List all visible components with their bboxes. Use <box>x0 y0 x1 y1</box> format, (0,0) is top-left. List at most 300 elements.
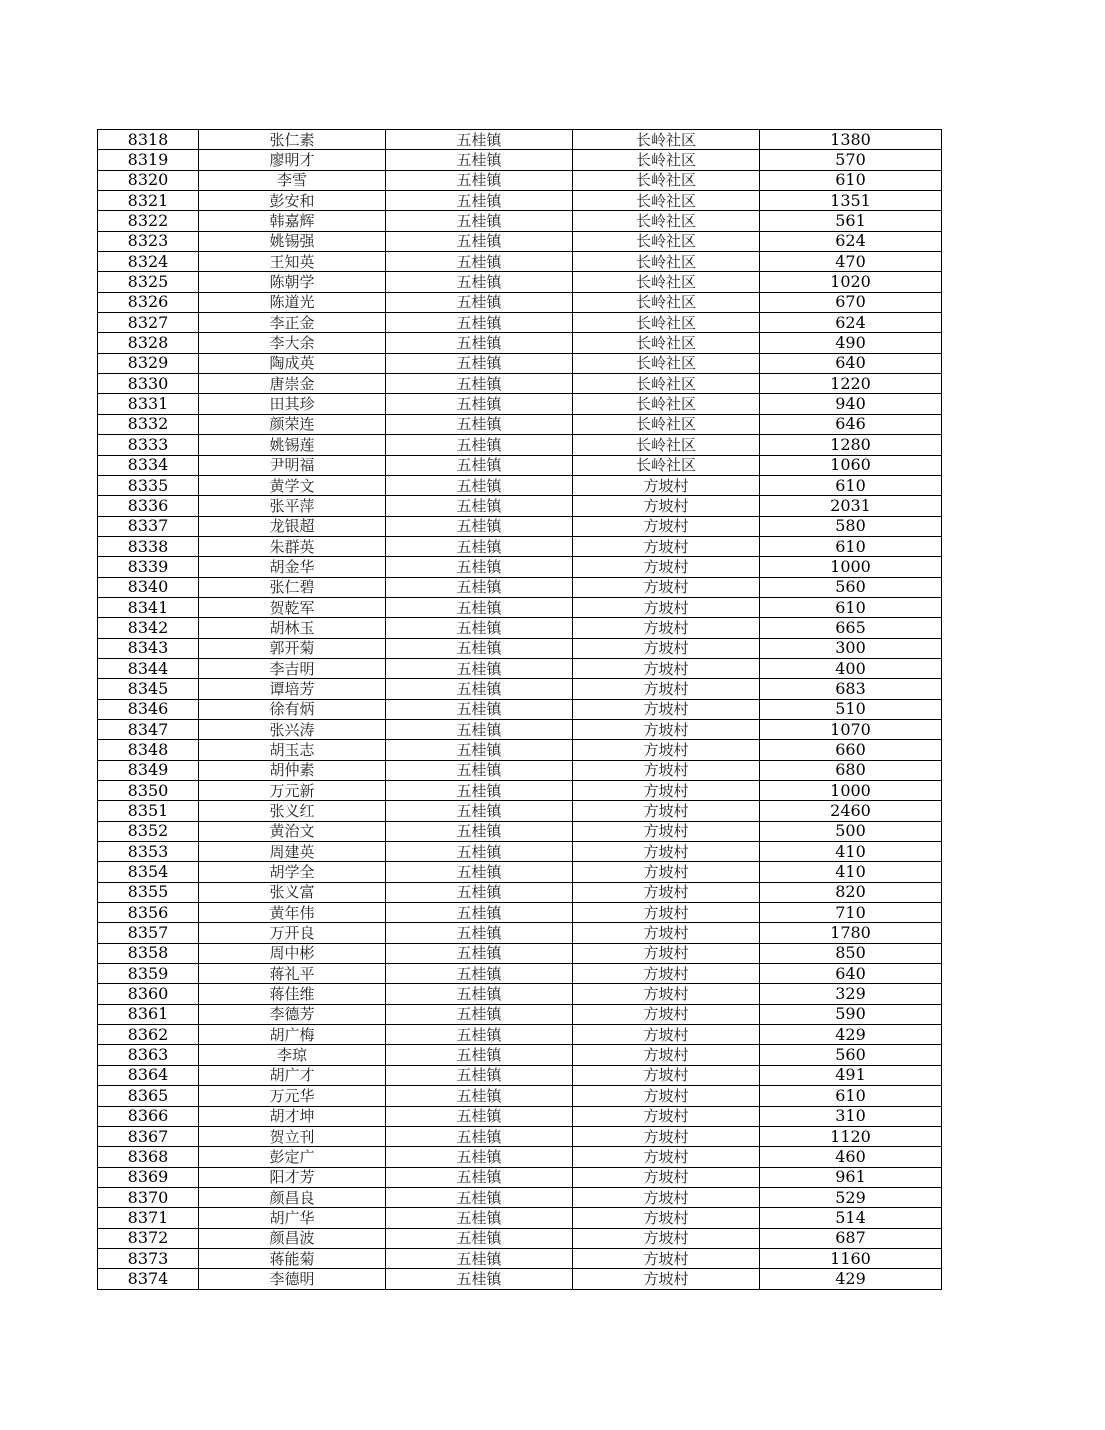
row-number-cell: 8349 <box>98 760 199 780</box>
table-row <box>98 719 942 739</box>
town-cell: 五桂镇 <box>386 516 573 536</box>
name-cell: 李琼 <box>199 1045 386 1065</box>
table-row <box>98 130 942 150</box>
town-cell: 五桂镇 <box>386 618 573 638</box>
town-cell: 五桂镇 <box>386 923 573 943</box>
town-cell: 五桂镇 <box>386 536 573 556</box>
row-number-cell: 8340 <box>98 577 199 597</box>
amount-cell: 429 <box>760 1025 942 1045</box>
village-cell: 方坡村 <box>573 760 760 780</box>
name-cell: 李吉明 <box>199 658 386 678</box>
row-number-cell: 8361 <box>98 1004 199 1024</box>
village-cell: 长岭社区 <box>573 313 760 333</box>
row-number-cell: 8325 <box>98 272 199 292</box>
village-cell: 长岭社区 <box>573 170 760 190</box>
name-cell: 周建英 <box>199 842 386 862</box>
name-cell: 胡才坤 <box>199 1106 386 1126</box>
town-cell: 五桂镇 <box>386 394 573 414</box>
name-cell: 万开良 <box>199 923 386 943</box>
row-number-cell: 8354 <box>98 862 199 882</box>
name-cell: 张仁素 <box>199 130 386 150</box>
row-number-cell: 8326 <box>98 292 199 312</box>
village-cell: 方坡村 <box>573 903 760 923</box>
table-row <box>98 1106 942 1126</box>
village-cell: 方坡村 <box>573 882 760 902</box>
amount-cell: 1280 <box>760 435 942 455</box>
table-row <box>98 679 942 699</box>
village-cell: 方坡村 <box>573 1269 760 1289</box>
row-number-cell: 8333 <box>98 435 199 455</box>
name-cell: 姚锡莲 <box>199 435 386 455</box>
amount-cell: 660 <box>760 740 942 760</box>
table-row <box>98 577 942 597</box>
village-cell: 长岭社区 <box>573 191 760 211</box>
village-cell: 方坡村 <box>573 577 760 597</box>
village-cell: 方坡村 <box>573 536 760 556</box>
table-row <box>98 252 942 272</box>
table-row <box>98 903 942 923</box>
amount-cell: 329 <box>760 984 942 1004</box>
village-cell: 长岭社区 <box>573 435 760 455</box>
table-row <box>98 292 942 312</box>
row-number-cell: 8365 <box>98 1086 199 1106</box>
village-cell: 方坡村 <box>573 1004 760 1024</box>
table-row <box>98 211 942 231</box>
table-row <box>98 414 942 434</box>
name-cell: 李德芳 <box>199 1004 386 1024</box>
village-cell: 长岭社区 <box>573 150 760 170</box>
table-row <box>98 984 942 1004</box>
village-cell: 方坡村 <box>573 964 760 984</box>
town-cell: 五桂镇 <box>386 231 573 251</box>
town-cell: 五桂镇 <box>386 1208 573 1228</box>
village-cell: 方坡村 <box>573 862 760 882</box>
village-cell: 长岭社区 <box>573 455 760 475</box>
row-number-cell: 8331 <box>98 394 199 414</box>
table-row <box>98 435 942 455</box>
table-row <box>98 1228 942 1248</box>
row-number-cell: 8338 <box>98 536 199 556</box>
village-cell: 方坡村 <box>573 1086 760 1106</box>
town-cell: 五桂镇 <box>386 333 573 353</box>
row-number-cell: 8363 <box>98 1045 199 1065</box>
town-cell: 五桂镇 <box>386 435 573 455</box>
name-cell: 蒋佳维 <box>199 984 386 1004</box>
name-cell: 张仁碧 <box>199 577 386 597</box>
amount-cell: 1020 <box>760 272 942 292</box>
village-cell: 方坡村 <box>573 679 760 699</box>
village-cell: 长岭社区 <box>573 272 760 292</box>
row-number-cell: 8374 <box>98 1269 199 1289</box>
amount-cell: 470 <box>760 252 942 272</box>
village-cell: 方坡村 <box>573 1167 760 1187</box>
name-cell: 颜昌波 <box>199 1228 386 1248</box>
name-cell: 颜荣连 <box>199 414 386 434</box>
table-row <box>98 374 942 394</box>
table-row <box>98 597 942 617</box>
row-number-cell: 8352 <box>98 821 199 841</box>
village-cell: 方坡村 <box>573 1147 760 1167</box>
amount-cell: 400 <box>760 658 942 678</box>
row-number-cell: 8327 <box>98 313 199 333</box>
town-cell: 五桂镇 <box>386 842 573 862</box>
amount-cell: 1160 <box>760 1248 942 1268</box>
village-cell: 方坡村 <box>573 842 760 862</box>
name-cell: 黄年伟 <box>199 903 386 923</box>
town-cell: 五桂镇 <box>386 719 573 739</box>
town-cell: 五桂镇 <box>386 353 573 373</box>
village-cell: 方坡村 <box>573 597 760 617</box>
village-cell: 长岭社区 <box>573 374 760 394</box>
table-row <box>98 1187 942 1207</box>
village-cell: 方坡村 <box>573 719 760 739</box>
village-cell: 方坡村 <box>573 1228 760 1248</box>
row-number-cell: 8329 <box>98 353 199 373</box>
amount-cell: 640 <box>760 353 942 373</box>
row-number-cell: 8318 <box>98 130 199 150</box>
amount-cell: 2031 <box>760 496 942 516</box>
row-number-cell: 8323 <box>98 231 199 251</box>
table-row <box>98 353 942 373</box>
village-cell: 方坡村 <box>573 699 760 719</box>
row-number-cell: 8319 <box>98 150 199 170</box>
amount-cell: 820 <box>760 882 942 902</box>
town-cell: 五桂镇 <box>386 1228 573 1248</box>
town-cell: 五桂镇 <box>386 903 573 923</box>
name-cell: 周中彬 <box>199 943 386 963</box>
town-cell: 五桂镇 <box>386 1106 573 1126</box>
amount-cell: 1220 <box>760 374 942 394</box>
name-cell: 唐崇金 <box>199 374 386 394</box>
name-cell: 姚锡强 <box>199 231 386 251</box>
table-row <box>98 1045 942 1065</box>
table-row <box>98 191 942 211</box>
name-cell: 李德明 <box>199 1269 386 1289</box>
row-number-cell: 8320 <box>98 170 199 190</box>
amount-cell: 560 <box>760 1045 942 1065</box>
row-number-cell: 8348 <box>98 740 199 760</box>
amount-cell: 570 <box>760 150 942 170</box>
name-cell: 胡仲素 <box>199 760 386 780</box>
town-cell: 五桂镇 <box>386 882 573 902</box>
row-number-cell: 8368 <box>98 1147 199 1167</box>
town-cell: 五桂镇 <box>386 801 573 821</box>
town-cell: 五桂镇 <box>386 1269 573 1289</box>
table-row <box>98 333 942 353</box>
row-number-cell: 8367 <box>98 1126 199 1146</box>
name-cell: 龙银超 <box>199 516 386 536</box>
name-cell: 胡金华 <box>199 557 386 577</box>
village-cell: 方坡村 <box>573 496 760 516</box>
table-row <box>98 943 942 963</box>
town-cell: 五桂镇 <box>386 638 573 658</box>
table-row <box>98 781 942 801</box>
town-cell: 五桂镇 <box>386 1004 573 1024</box>
row-number-cell: 8358 <box>98 943 199 963</box>
name-cell: 贺乾军 <box>199 597 386 617</box>
village-cell: 方坡村 <box>573 516 760 536</box>
row-number-cell: 8339 <box>98 557 199 577</box>
row-number-cell: 8341 <box>98 597 199 617</box>
town-cell: 五桂镇 <box>386 781 573 801</box>
table-row <box>98 801 942 821</box>
row-number-cell: 8359 <box>98 964 199 984</box>
table-row <box>98 516 942 536</box>
row-number-cell: 8366 <box>98 1106 199 1126</box>
name-cell: 李雪 <box>199 170 386 190</box>
row-number-cell: 8353 <box>98 842 199 862</box>
name-cell: 胡学全 <box>199 862 386 882</box>
town-cell: 五桂镇 <box>386 1248 573 1268</box>
village-cell: 方坡村 <box>573 638 760 658</box>
village-cell: 方坡村 <box>573 1045 760 1065</box>
name-cell: 胡广华 <box>199 1208 386 1228</box>
village-cell: 方坡村 <box>573 984 760 1004</box>
name-cell: 廖明才 <box>199 150 386 170</box>
row-number-cell: 8373 <box>98 1248 199 1268</box>
village-cell: 方坡村 <box>573 1025 760 1045</box>
table-row <box>98 1126 942 1146</box>
row-number-cell: 8334 <box>98 455 199 475</box>
table-body <box>98 130 942 1290</box>
amount-cell: 1380 <box>760 130 942 150</box>
name-cell: 尹明福 <box>199 455 386 475</box>
town-cell: 五桂镇 <box>386 272 573 292</box>
town-cell: 五桂镇 <box>386 943 573 963</box>
row-number-cell: 8345 <box>98 679 199 699</box>
table-row <box>98 618 942 638</box>
village-cell: 方坡村 <box>573 618 760 638</box>
name-cell: 陈朝学 <box>199 272 386 292</box>
table-row <box>98 1208 942 1228</box>
table-row <box>98 1025 942 1045</box>
table-row <box>98 150 942 170</box>
name-cell: 黄学文 <box>199 475 386 495</box>
row-number-cell: 8370 <box>98 1187 199 1207</box>
village-cell: 长岭社区 <box>573 211 760 231</box>
amount-cell: 624 <box>760 313 942 333</box>
village-cell: 长岭社区 <box>573 252 760 272</box>
amount-cell: 610 <box>760 170 942 190</box>
amount-cell: 410 <box>760 862 942 882</box>
row-number-cell: 8337 <box>98 516 199 536</box>
table-row <box>98 1167 942 1187</box>
name-cell: 阳才芳 <box>199 1167 386 1187</box>
amount-cell: 670 <box>760 292 942 312</box>
amount-cell: 2460 <box>760 801 942 821</box>
row-number-cell: 8372 <box>98 1228 199 1248</box>
table-row <box>98 1269 942 1289</box>
village-cell: 方坡村 <box>573 1065 760 1085</box>
name-cell: 张兴涛 <box>199 719 386 739</box>
town-cell: 五桂镇 <box>386 1086 573 1106</box>
amount-cell: 561 <box>760 211 942 231</box>
village-cell: 方坡村 <box>573 1208 760 1228</box>
town-cell: 五桂镇 <box>386 414 573 434</box>
name-cell: 胡广才 <box>199 1065 386 1085</box>
table-row <box>98 272 942 292</box>
table-row <box>98 1147 942 1167</box>
amount-cell: 610 <box>760 1086 942 1106</box>
town-cell: 五桂镇 <box>386 374 573 394</box>
table-row <box>98 1065 942 1085</box>
town-cell: 五桂镇 <box>386 821 573 841</box>
amount-cell: 490 <box>760 333 942 353</box>
amount-cell: 680 <box>760 760 942 780</box>
town-cell: 五桂镇 <box>386 862 573 882</box>
name-cell: 黄治文 <box>199 821 386 841</box>
table-row <box>98 313 942 333</box>
data-table <box>97 129 942 1290</box>
town-cell: 五桂镇 <box>386 699 573 719</box>
amount-cell: 1070 <box>760 719 942 739</box>
town-cell: 五桂镇 <box>386 150 573 170</box>
amount-cell: 560 <box>760 577 942 597</box>
village-cell: 方坡村 <box>573 658 760 678</box>
town-cell: 五桂镇 <box>386 1025 573 1045</box>
village-cell: 方坡村 <box>573 821 760 841</box>
row-number-cell: 8347 <box>98 719 199 739</box>
village-cell: 方坡村 <box>573 1248 760 1268</box>
village-cell: 方坡村 <box>573 943 760 963</box>
table-row <box>98 740 942 760</box>
table-row <box>98 557 942 577</box>
table-row <box>98 658 942 678</box>
amount-cell: 460 <box>760 1147 942 1167</box>
amount-cell: 850 <box>760 943 942 963</box>
row-number-cell: 8322 <box>98 211 199 231</box>
row-number-cell: 8360 <box>98 984 199 1004</box>
town-cell: 五桂镇 <box>386 475 573 495</box>
table-row <box>98 842 942 862</box>
row-number-cell: 8350 <box>98 781 199 801</box>
town-cell: 五桂镇 <box>386 760 573 780</box>
town-cell: 五桂镇 <box>386 1147 573 1167</box>
village-cell: 长岭社区 <box>573 394 760 414</box>
row-number-cell: 8343 <box>98 638 199 658</box>
town-cell: 五桂镇 <box>386 252 573 272</box>
town-cell: 五桂镇 <box>386 1126 573 1146</box>
name-cell: 蒋能菊 <box>199 1248 386 1268</box>
town-cell: 五桂镇 <box>386 130 573 150</box>
table-row <box>98 1248 942 1268</box>
town-cell: 五桂镇 <box>386 597 573 617</box>
row-number-cell: 8342 <box>98 618 199 638</box>
table-row <box>98 455 942 475</box>
table-row <box>98 394 942 414</box>
name-cell: 郭开菊 <box>199 638 386 658</box>
town-cell: 五桂镇 <box>386 984 573 1004</box>
village-cell: 方坡村 <box>573 1106 760 1126</box>
amount-cell: 610 <box>760 536 942 556</box>
name-cell: 颜昌良 <box>199 1187 386 1207</box>
village-cell: 长岭社区 <box>573 292 760 312</box>
town-cell: 五桂镇 <box>386 1167 573 1187</box>
town-cell: 五桂镇 <box>386 577 573 597</box>
town-cell: 五桂镇 <box>386 964 573 984</box>
village-cell: 方坡村 <box>573 1126 760 1146</box>
town-cell: 五桂镇 <box>386 557 573 577</box>
amount-cell: 640 <box>760 964 942 984</box>
village-cell: 方坡村 <box>573 1187 760 1207</box>
amount-cell: 1120 <box>760 1126 942 1146</box>
village-cell: 方坡村 <box>573 740 760 760</box>
town-cell: 五桂镇 <box>386 170 573 190</box>
village-cell: 长岭社区 <box>573 333 760 353</box>
name-cell: 徐有炳 <box>199 699 386 719</box>
row-number-cell: 8362 <box>98 1025 199 1045</box>
amount-cell: 610 <box>760 597 942 617</box>
table-row <box>98 170 942 190</box>
name-cell: 彭安和 <box>199 191 386 211</box>
town-cell: 五桂镇 <box>386 455 573 475</box>
row-number-cell: 8369 <box>98 1167 199 1187</box>
table-row <box>98 231 942 251</box>
amount-cell: 529 <box>760 1187 942 1207</box>
amount-cell: 683 <box>760 679 942 699</box>
amount-cell: 710 <box>760 903 942 923</box>
row-number-cell: 8351 <box>98 801 199 821</box>
name-cell: 朱群英 <box>199 536 386 556</box>
town-cell: 五桂镇 <box>386 1187 573 1207</box>
name-cell: 张义富 <box>199 882 386 902</box>
table-row <box>98 1086 942 1106</box>
row-number-cell: 8346 <box>98 699 199 719</box>
amount-cell: 961 <box>760 1167 942 1187</box>
village-cell: 方坡村 <box>573 475 760 495</box>
village-cell: 方坡村 <box>573 801 760 821</box>
amount-cell: 687 <box>760 1228 942 1248</box>
amount-cell: 665 <box>760 618 942 638</box>
table-row <box>98 536 942 556</box>
amount-cell: 646 <box>760 414 942 434</box>
town-cell: 五桂镇 <box>386 191 573 211</box>
name-cell: 张义红 <box>199 801 386 821</box>
table-row <box>98 923 942 943</box>
row-number-cell: 8355 <box>98 882 199 902</box>
amount-cell: 590 <box>760 1004 942 1024</box>
name-cell: 胡广梅 <box>199 1025 386 1045</box>
town-cell: 五桂镇 <box>386 1065 573 1085</box>
village-cell: 长岭社区 <box>573 353 760 373</box>
table-row <box>98 964 942 984</box>
name-cell: 彭定广 <box>199 1147 386 1167</box>
name-cell: 贺立刊 <box>199 1126 386 1146</box>
village-cell: 方坡村 <box>573 781 760 801</box>
table-row <box>98 862 942 882</box>
amount-cell: 940 <box>760 394 942 414</box>
amount-cell: 1000 <box>760 781 942 801</box>
name-cell: 陶成英 <box>199 353 386 373</box>
row-number-cell: 8335 <box>98 475 199 495</box>
village-cell: 方坡村 <box>573 557 760 577</box>
amount-cell: 429 <box>760 1269 942 1289</box>
amount-cell: 1060 <box>760 455 942 475</box>
row-number-cell: 8330 <box>98 374 199 394</box>
town-cell: 五桂镇 <box>386 1045 573 1065</box>
name-cell: 胡林玉 <box>199 618 386 638</box>
row-number-cell: 8336 <box>98 496 199 516</box>
row-number-cell: 8371 <box>98 1208 199 1228</box>
name-cell: 谭培芳 <box>199 679 386 699</box>
row-number-cell: 8328 <box>98 333 199 353</box>
table-row <box>98 475 942 495</box>
town-cell: 五桂镇 <box>386 658 573 678</box>
amount-cell: 300 <box>760 638 942 658</box>
name-cell: 陈道光 <box>199 292 386 312</box>
row-number-cell: 8344 <box>98 658 199 678</box>
row-number-cell: 8356 <box>98 903 199 923</box>
